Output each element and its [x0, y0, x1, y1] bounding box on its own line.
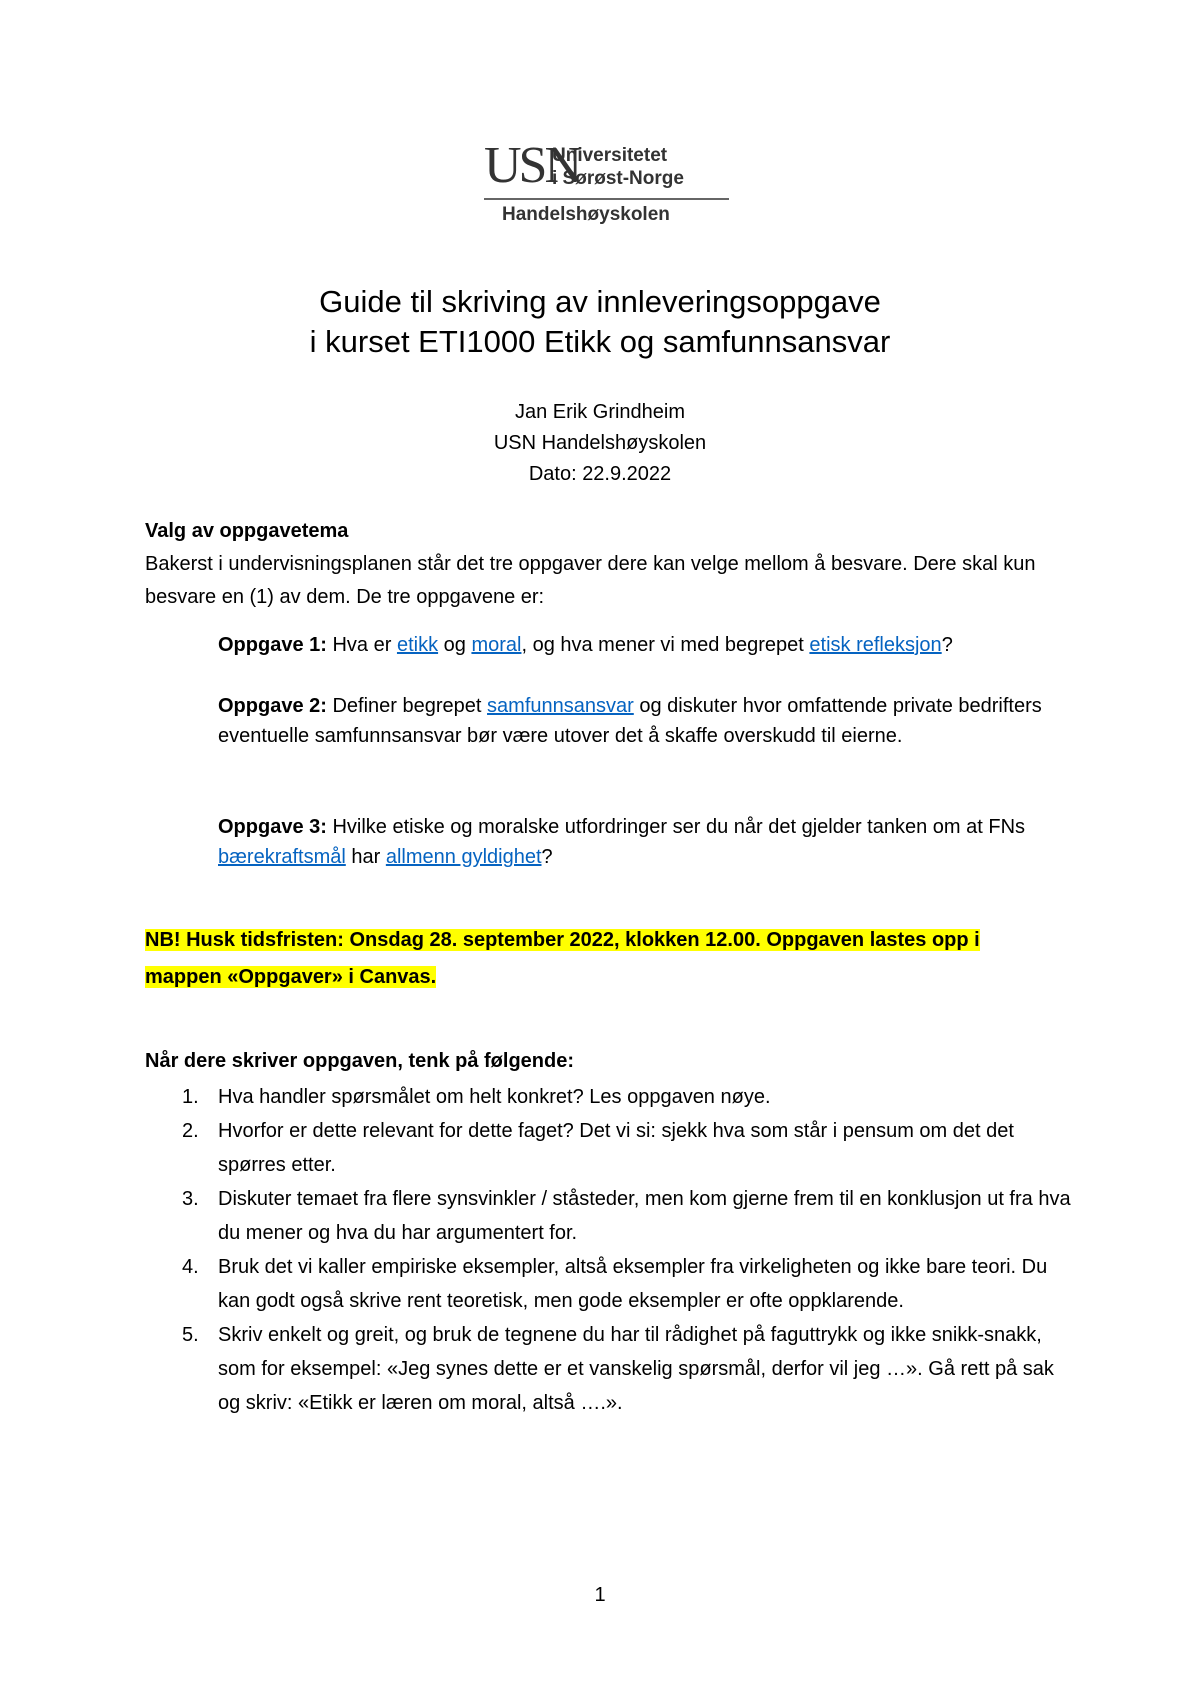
- logo-school: Handelshøyskolen: [502, 204, 670, 225]
- link-allmenn-gyldighet[interactable]: allmenn gyldighet: [385, 846, 542, 868]
- list-item-text: Bruk det vi kaller empiriske eksempler, altså eksempler fra virkeligheten og ikke bare teori. Du kan godt også skrive rent teoretisk, men gode eksempler er ofte oppklarende.: [218, 1256, 1048, 1312]
- institution: USN Handelshøyskolen: [493, 432, 707, 454]
- tips-list: [145, 1080, 1075, 1420]
- deadline-notice: [145, 922, 1075, 996]
- logo-name-line1: Universitetet: [552, 145, 668, 166]
- title-line1: Guide til skriving av innleveringsoppgave: [319, 284, 881, 319]
- task-text: og diskuter hvor omfattende private bedrifters eventuelle samfunnsansvar bør være utover det å skaffe overskudd til eierne.: [218, 695, 1042, 747]
- document-title: [0, 282, 1200, 362]
- section-heading: Når dere skriver oppgaven, tenk på følgende:: [145, 1050, 575, 1072]
- list-number: 2.: [182, 1120, 199, 1142]
- title-line2: i kurset ETI1000 Etikk og samfunnsansvar: [309, 324, 891, 359]
- task-text: ?: [941, 634, 953, 656]
- list-number: 3.: [182, 1188, 199, 1210]
- document-meta: [0, 397, 1200, 490]
- list-item: [145, 1080, 1075, 1114]
- link-etisk-refleksjon[interactable]: etisk refleksjon: [809, 634, 942, 656]
- list-item-text: Diskuter temaet fra flere synsvinkler / ståsteder, men kom gjerne frem til en konklusjon ut fra hva du mener og hva du har argumentert for.: [218, 1188, 1071, 1244]
- logo-name-line2: i Sørøst-Norge: [552, 168, 684, 189]
- list-item: [145, 1114, 1075, 1182]
- section-choice: [145, 515, 1070, 614]
- task-text: Hva er: [326, 634, 397, 656]
- task-text: Hvilke etiske og moralske utfordringer ser du når det gjelder tanken om at FNs: [326, 816, 1026, 838]
- list-number: 5.: [182, 1324, 199, 1346]
- list-number: 1.: [182, 1086, 199, 1108]
- notice-line2: mappen «Oppgaver» i Canvas.: [145, 966, 437, 988]
- list-item-text: Hvorfor er dette relevant for dette faget? Det vi si: sjekk hva som står i pensum om det det spørres etter.: [218, 1120, 1014, 1176]
- task-text: har: [345, 846, 386, 868]
- link-samfunnsansvar[interactable]: samfunnsansvar: [487, 695, 634, 717]
- list-item: [145, 1182, 1075, 1250]
- task-1: [218, 630, 1078, 660]
- university-logo: [484, 137, 729, 230]
- task-2: [218, 691, 1078, 751]
- section-heading: Valg av oppgavetema: [145, 520, 349, 542]
- task-label: Oppgave 3:: [218, 816, 327, 838]
- link-baerekraftsmal[interactable]: bærekraftsmål: [218, 846, 346, 868]
- list-item-text: Hva handler spørsmålet om helt konkret? Les oppgaven nøye.: [218, 1086, 771, 1108]
- logo-name: [552, 144, 684, 190]
- page-number: 1: [594, 1584, 606, 1606]
- notice-line1: NB! Husk tidsfristen: Onsdag 28. september 2022, klokken 12.00. Oppgaven lastes opp i: [145, 929, 980, 951]
- link-moral[interactable]: moral: [471, 634, 522, 656]
- list-item: [145, 1318, 1075, 1420]
- section-paragraph: Bakerst i undervisningsplanen står det tre oppgaver dere kan velge mellom å besvare. Dere skal kun besvare en (1) av dem. De tre oppgavene er:: [145, 553, 1036, 608]
- section-tips: [145, 1045, 1070, 1078]
- task-text: og: [438, 634, 472, 656]
- task-label: Oppgave 1:: [218, 634, 327, 656]
- list-number: 4.: [182, 1256, 199, 1278]
- author: Jan Erik Grindheim: [514, 401, 686, 423]
- task-label: Oppgave 2:: [218, 695, 327, 717]
- date: Dato: 22.9.2022: [528, 463, 672, 485]
- list-item-text: Skriv enkelt og greit, og bruk de tegnene du har til rådighet på faguttrykk og ikke snikk-snakk, som for eksempel: «Jeg synes dette er et vanskelig spørsmål, derfor vil jeg …». Gå rett på sak og skriv: «Etikk er læren om moral, altså ….».: [218, 1324, 1054, 1414]
- list-item: [145, 1250, 1075, 1318]
- logo-mark: USN: [484, 137, 580, 194]
- link-etikk[interactable]: etikk: [396, 634, 439, 656]
- task-3: [218, 812, 1078, 872]
- logo-divider: [484, 198, 729, 200]
- task-text: ?: [541, 846, 553, 868]
- task-text: Definer begrepet: [326, 695, 488, 717]
- task-text: , og hva mener vi med begrepet: [521, 634, 810, 656]
